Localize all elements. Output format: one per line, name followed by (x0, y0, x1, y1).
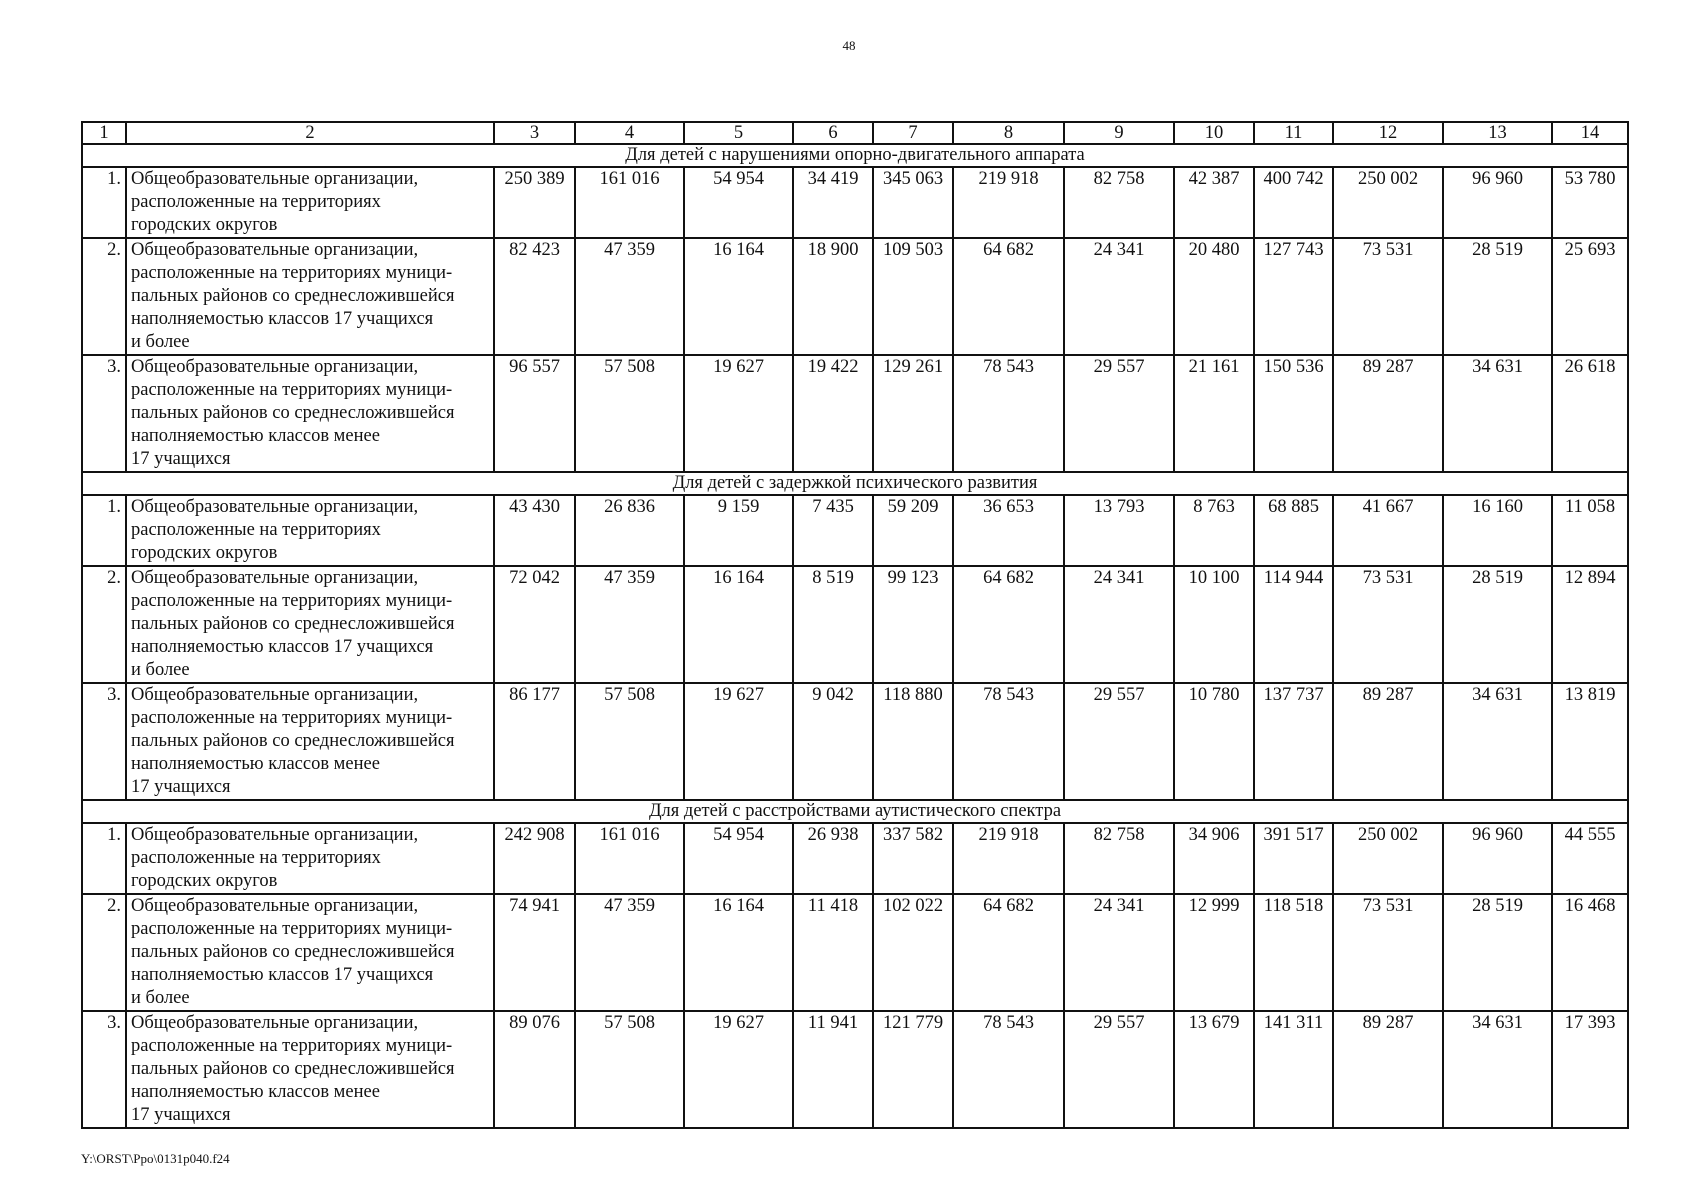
value-cell: 118 880 (873, 683, 953, 800)
value-cell: 127 743 (1254, 238, 1333, 355)
value-cell: 28 519 (1443, 238, 1552, 355)
value-cell: 19 627 (684, 683, 793, 800)
organization-type-line: Общеобразовательные организации, (131, 497, 419, 517)
value-cell: 24 341 (1064, 238, 1174, 355)
value-cell: 34 419 (793, 167, 873, 238)
value-cell: 26 618 (1552, 355, 1628, 472)
value-cell: 150 536 (1254, 355, 1333, 472)
table-row (82, 683, 1628, 800)
column-header: 11 (1254, 122, 1333, 144)
value-cell: 89 076 (494, 1011, 575, 1128)
value-cell: 25 693 (1552, 238, 1628, 355)
organization-type-line: расположенные на территориях (131, 520, 381, 540)
value-cell: 73 531 (1333, 566, 1443, 683)
table-row (82, 355, 1628, 472)
value-cell: 78 543 (953, 355, 1064, 472)
value-cell: 19 422 (793, 355, 873, 472)
organization-type (126, 355, 494, 472)
value-cell: 13 819 (1552, 683, 1628, 800)
organization-type (126, 894, 494, 1011)
value-cell: 36 653 (953, 495, 1064, 566)
value-cell: 391 517 (1254, 823, 1333, 894)
column-header: 1 (82, 122, 126, 144)
value-cell: 89 287 (1333, 1011, 1443, 1128)
value-cell: 250 389 (494, 167, 575, 238)
organization-type-line: расположенные на территориях (131, 848, 381, 868)
section-header-row (82, 800, 1628, 823)
value-cell: 8 763 (1174, 495, 1254, 566)
row-number: 2. (82, 894, 126, 1011)
value-cell: 28 519 (1443, 894, 1552, 1011)
value-cell: 44 555 (1552, 823, 1628, 894)
value-cell: 74 941 (494, 894, 575, 1011)
value-cell: 19 627 (684, 1011, 793, 1128)
value-cell: 34 631 (1443, 1011, 1552, 1128)
organization-type (126, 683, 494, 800)
value-cell: 9 042 (793, 683, 873, 800)
value-cell: 34 631 (1443, 683, 1552, 800)
value-cell: 34 906 (1174, 823, 1254, 894)
value-cell: 8 519 (793, 566, 873, 683)
value-cell: 28 519 (1443, 566, 1552, 683)
organization-type-line: городских округов (131, 543, 278, 563)
value-cell: 34 631 (1443, 355, 1552, 472)
value-cell: 82 423 (494, 238, 575, 355)
value-cell: 47 359 (575, 566, 684, 683)
organization-type-line: наполняемостью классов менее (131, 754, 380, 774)
organization-type-line: Общеобразовательные организации, (131, 825, 419, 845)
organization-type-line: Общеобразовательные организации, (131, 240, 419, 260)
value-cell: 250 002 (1333, 167, 1443, 238)
value-cell: 96 960 (1443, 167, 1552, 238)
value-cell: 9 159 (684, 495, 793, 566)
value-cell: 7 435 (793, 495, 873, 566)
value-cell: 11 418 (793, 894, 873, 1011)
value-cell: 54 954 (684, 823, 793, 894)
organization-type-line: расположенные на территориях муници- (131, 1036, 453, 1056)
table-row (82, 238, 1628, 355)
footer-file-path: Y:\ORST\Ppo\0131p040.f24 (81, 1151, 230, 1166)
row-number: 1. (82, 495, 126, 566)
value-cell: 18 900 (793, 238, 873, 355)
value-cell: 16 164 (684, 238, 793, 355)
column-header: 5 (684, 122, 793, 144)
row-number: 3. (82, 1011, 126, 1128)
organization-type-line: 17 учащихся (131, 777, 231, 797)
value-cell: 109 503 (873, 238, 953, 355)
value-cell: 47 359 (575, 238, 684, 355)
row-number: 2. (82, 238, 126, 355)
column-header: 12 (1333, 122, 1443, 144)
value-cell: 11 058 (1552, 495, 1628, 566)
value-cell: 78 543 (953, 683, 1064, 800)
value-cell: 26 938 (793, 823, 873, 894)
organization-type-line: расположенные на территориях муници- (131, 263, 453, 283)
section-title: Для детей с расстройствами аутистического спектра (82, 800, 1628, 823)
column-header: 9 (1064, 122, 1174, 144)
value-cell: 10 100 (1174, 566, 1254, 683)
value-cell: 12 894 (1552, 566, 1628, 683)
data-table (81, 121, 1629, 1129)
value-cell: 219 918 (953, 167, 1064, 238)
value-cell: 57 508 (575, 355, 684, 472)
value-cell: 64 682 (953, 566, 1064, 683)
value-cell: 10 780 (1174, 683, 1254, 800)
value-cell: 73 531 (1333, 238, 1443, 355)
value-cell: 161 016 (575, 167, 684, 238)
value-cell: 137 737 (1254, 683, 1333, 800)
value-cell: 12 999 (1174, 894, 1254, 1011)
organization-type-line: расположенные на территориях муници- (131, 708, 453, 728)
value-cell: 16 164 (684, 894, 793, 1011)
value-cell: 57 508 (575, 1011, 684, 1128)
organization-type-line: наполняемостью классов менее (131, 1082, 380, 1102)
organization-type-line: Общеобразовательные организации, (131, 169, 419, 189)
value-cell: 57 508 (575, 683, 684, 800)
organization-type-line: расположенные на территориях (131, 192, 381, 212)
row-number: 3. (82, 683, 126, 800)
value-cell: 29 557 (1064, 1011, 1174, 1128)
value-cell: 161 016 (575, 823, 684, 894)
organization-type-line: наполняемостью классов 17 учащихся (131, 637, 434, 657)
value-cell: 242 908 (494, 823, 575, 894)
value-cell: 20 480 (1174, 238, 1254, 355)
organization-type (126, 167, 494, 238)
value-cell: 129 261 (873, 355, 953, 472)
value-cell: 41 667 (1333, 495, 1443, 566)
value-cell: 59 209 (873, 495, 953, 566)
value-cell: 64 682 (953, 238, 1064, 355)
organization-type-line: Общеобразовательные организации, (131, 896, 419, 916)
column-header: 3 (494, 122, 575, 144)
value-cell: 16 160 (1443, 495, 1552, 566)
value-cell: 47 359 (575, 894, 684, 1011)
value-cell: 13 793 (1064, 495, 1174, 566)
table-row (82, 1011, 1628, 1128)
section-title: Для детей с задержкой психического развития (82, 472, 1628, 495)
value-cell: 13 679 (1174, 1011, 1254, 1128)
column-header: 8 (953, 122, 1064, 144)
organization-type-line: Общеобразовательные организации, (131, 357, 419, 377)
column-header: 6 (793, 122, 873, 144)
value-cell: 53 780 (1552, 167, 1628, 238)
organization-type (126, 238, 494, 355)
value-cell: 219 918 (953, 823, 1064, 894)
organization-type-line: наполняемостью классов 17 учащихся (131, 309, 434, 329)
row-number: 1. (82, 167, 126, 238)
organization-type (126, 823, 494, 894)
value-cell: 16 468 (1552, 894, 1628, 1011)
organization-type-line: наполняемостью классов 17 учащихся (131, 965, 434, 985)
value-cell: 121 779 (873, 1011, 953, 1128)
organization-type (126, 566, 494, 683)
value-cell: 78 543 (953, 1011, 1064, 1128)
value-cell: 17 393 (1552, 1011, 1628, 1128)
column-number-header-row (82, 122, 1628, 144)
value-cell: 19 627 (684, 355, 793, 472)
value-cell: 42 387 (1174, 167, 1254, 238)
organization-type-line: городских округов (131, 215, 278, 235)
organization-type-line: городских округов (131, 871, 278, 891)
organization-type-line: Общеобразовательные организации, (131, 568, 419, 588)
organization-type (126, 495, 494, 566)
value-cell: 82 758 (1064, 823, 1174, 894)
organization-type-line: и более (131, 332, 190, 352)
value-cell: 16 164 (684, 566, 793, 683)
value-cell: 89 287 (1333, 355, 1443, 472)
organization-type-line: расположенные на территориях муници- (131, 591, 453, 611)
table-row (82, 894, 1628, 1011)
value-cell: 29 557 (1064, 683, 1174, 800)
table-row (82, 167, 1628, 238)
row-number: 1. (82, 823, 126, 894)
value-cell: 72 042 (494, 566, 575, 683)
value-cell: 96 557 (494, 355, 575, 472)
organization-type-line: и более (131, 988, 190, 1008)
organization-type-line: пальных районов со среднесложившейся (131, 614, 455, 634)
section-header-row (82, 144, 1628, 167)
value-cell: 64 682 (953, 894, 1064, 1011)
table-row (82, 495, 1628, 566)
value-cell: 96 960 (1443, 823, 1552, 894)
column-header: 10 (1174, 122, 1254, 144)
value-cell: 250 002 (1333, 823, 1443, 894)
table-row (82, 823, 1628, 894)
column-header: 13 (1443, 122, 1552, 144)
value-cell: 89 287 (1333, 683, 1443, 800)
organization-type-line: расположенные на территориях муници- (131, 380, 453, 400)
value-cell: 29 557 (1064, 355, 1174, 472)
value-cell: 118 518 (1254, 894, 1333, 1011)
value-cell: 400 742 (1254, 167, 1333, 238)
organization-type-line: расположенные на территориях муници- (131, 919, 453, 939)
value-cell: 73 531 (1333, 894, 1443, 1011)
page-number: 48 (842, 38, 856, 53)
organization-type-line: пальных районов со среднесложившейся (131, 286, 455, 306)
organization-type-line: пальных районов со среднесложившейся (131, 731, 455, 751)
value-cell: 99 123 (873, 566, 953, 683)
section-title: Для детей с нарушениями опорно-двигательного аппарата (82, 144, 1628, 167)
row-number: 3. (82, 355, 126, 472)
organization-type-line: Общеобразовательные организации, (131, 685, 419, 705)
value-cell: 68 885 (1254, 495, 1333, 566)
value-cell: 82 758 (1064, 167, 1174, 238)
organization-type-line: пальных районов со среднесложившейся (131, 942, 455, 962)
organization-type (126, 1011, 494, 1128)
value-cell: 114 944 (1254, 566, 1333, 683)
value-cell: 102 022 (873, 894, 953, 1011)
organization-type-line: и более (131, 660, 190, 680)
value-cell: 21 161 (1174, 355, 1254, 472)
organization-type-line: наполняемостью классов менее (131, 426, 380, 446)
organization-type-line: 17 учащихся (131, 1105, 231, 1125)
column-header: 14 (1552, 122, 1628, 144)
value-cell: 24 341 (1064, 566, 1174, 683)
value-cell: 11 941 (793, 1011, 873, 1128)
column-header: 4 (575, 122, 684, 144)
row-number: 2. (82, 566, 126, 683)
value-cell: 141 311 (1254, 1011, 1333, 1128)
value-cell: 337 582 (873, 823, 953, 894)
value-cell: 26 836 (575, 495, 684, 566)
value-cell: 345 063 (873, 167, 953, 238)
value-cell: 86 177 (494, 683, 575, 800)
organization-type-line: 17 учащихся (131, 449, 231, 469)
column-header: 2 (126, 122, 494, 144)
organization-type-line: Общеобразовательные организации, (131, 1013, 419, 1033)
table-row (82, 566, 1628, 683)
value-cell: 54 954 (684, 167, 793, 238)
column-header: 7 (873, 122, 953, 144)
value-cell: 24 341 (1064, 894, 1174, 1011)
value-cell: 43 430 (494, 495, 575, 566)
section-header-row (82, 472, 1628, 495)
table-body (82, 122, 1628, 1128)
organization-type-line: пальных районов со среднесложившейся (131, 1059, 455, 1079)
organization-type-line: пальных районов со среднесложившейся (131, 403, 455, 423)
